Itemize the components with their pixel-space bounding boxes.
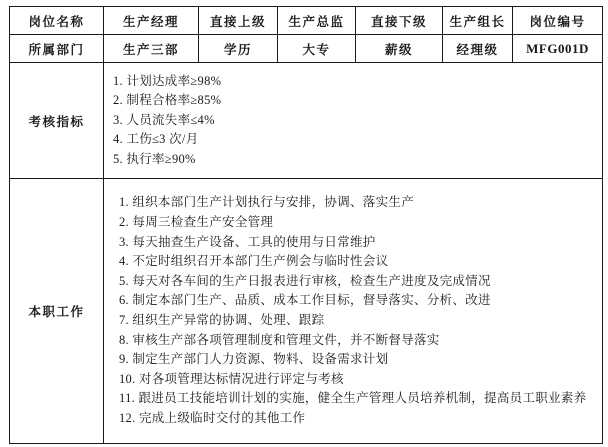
- duty-item: 8. 审核生产部各项管理制度和管理文件，并不断督导落实: [119, 332, 440, 347]
- kpi-item: 5. 执行率≥90%: [113, 151, 196, 166]
- duty-item: 1. 组织本部门生产计划执行与安排，协调、落实生产: [119, 195, 415, 210]
- duty-item: 9. 制定生产部门人力资源、物料、设备需求计划: [119, 352, 389, 367]
- kpi-item: 4. 工伤≤3 次/月: [113, 132, 199, 147]
- field-label-education: 学历: [199, 35, 278, 63]
- duties-section-label: 本职工作: [10, 179, 104, 444]
- kpi-item: 3. 人员流失率≤4%: [113, 112, 215, 127]
- field-value-education: 大专: [278, 35, 356, 63]
- kpi-section-row: [10, 63, 603, 179]
- duties-section-row: [10, 179, 603, 444]
- duty-item: 3. 每天抽查生产设备、工具的使用与日常维护: [119, 234, 376, 249]
- field-value-department: 生产三部: [104, 35, 199, 63]
- field-label-salary-grade: 薪级: [356, 35, 443, 63]
- field-label-department: 所属部门: [10, 35, 104, 63]
- header-row-1: [10, 7, 603, 35]
- field-value-direct-subordinate: 生产组长: [443, 7, 513, 35]
- duty-item: 5. 每天对各车间的生产日报表进行审核，检查生产进度及完成情况: [119, 273, 491, 288]
- kpi-list: [104, 72, 602, 170]
- field-label-position-code: 岗位编号: [513, 7, 603, 35]
- field-value-direct-superior: 生产总监: [278, 7, 356, 35]
- kpi-item: 1. 计划达成率≥98%: [113, 73, 222, 88]
- field-value-position-code: MFG001D: [513, 35, 603, 63]
- kpi-section-label: 考核指标: [10, 63, 104, 179]
- duties-list: [104, 193, 602, 428]
- duty-item: 4. 不定时组织召开本部门生产例会与临时性会议: [119, 254, 389, 269]
- field-value-position-name: 生产经理: [104, 7, 199, 35]
- field-value-salary-grade: 经理级: [443, 35, 513, 63]
- job-description-table: [9, 6, 603, 444]
- duty-item: 7. 组织生产异常的协调、处理、跟踪: [119, 313, 325, 327]
- field-label-direct-superior: 直接上级: [199, 7, 278, 35]
- duty-item: 6. 制定本部门生产、品质、成本工作目标，督导落实、分析、改进: [119, 293, 491, 308]
- duty-item: 10. 对各项管理达标情况进行评定与考核: [119, 371, 344, 386]
- duty-item: 11. 跟进员工技能培训计划的实施，健全生产管理人员培养机制，提高员工职业素养: [119, 391, 587, 406]
- field-label-direct-subordinate: 直接下级: [356, 7, 443, 35]
- duty-item: 2. 每周三检查生产安全管理: [119, 215, 274, 230]
- kpi-section-content: [104, 63, 603, 179]
- duty-item: 12. 完成上级临时交付的其他工作: [119, 410, 306, 425]
- duties-section-content: [104, 179, 603, 444]
- kpi-item: 2. 制程合格率≥85%: [113, 93, 222, 108]
- field-label-position-name: 岗位名称: [10, 7, 104, 35]
- header-row-2: [10, 35, 603, 63]
